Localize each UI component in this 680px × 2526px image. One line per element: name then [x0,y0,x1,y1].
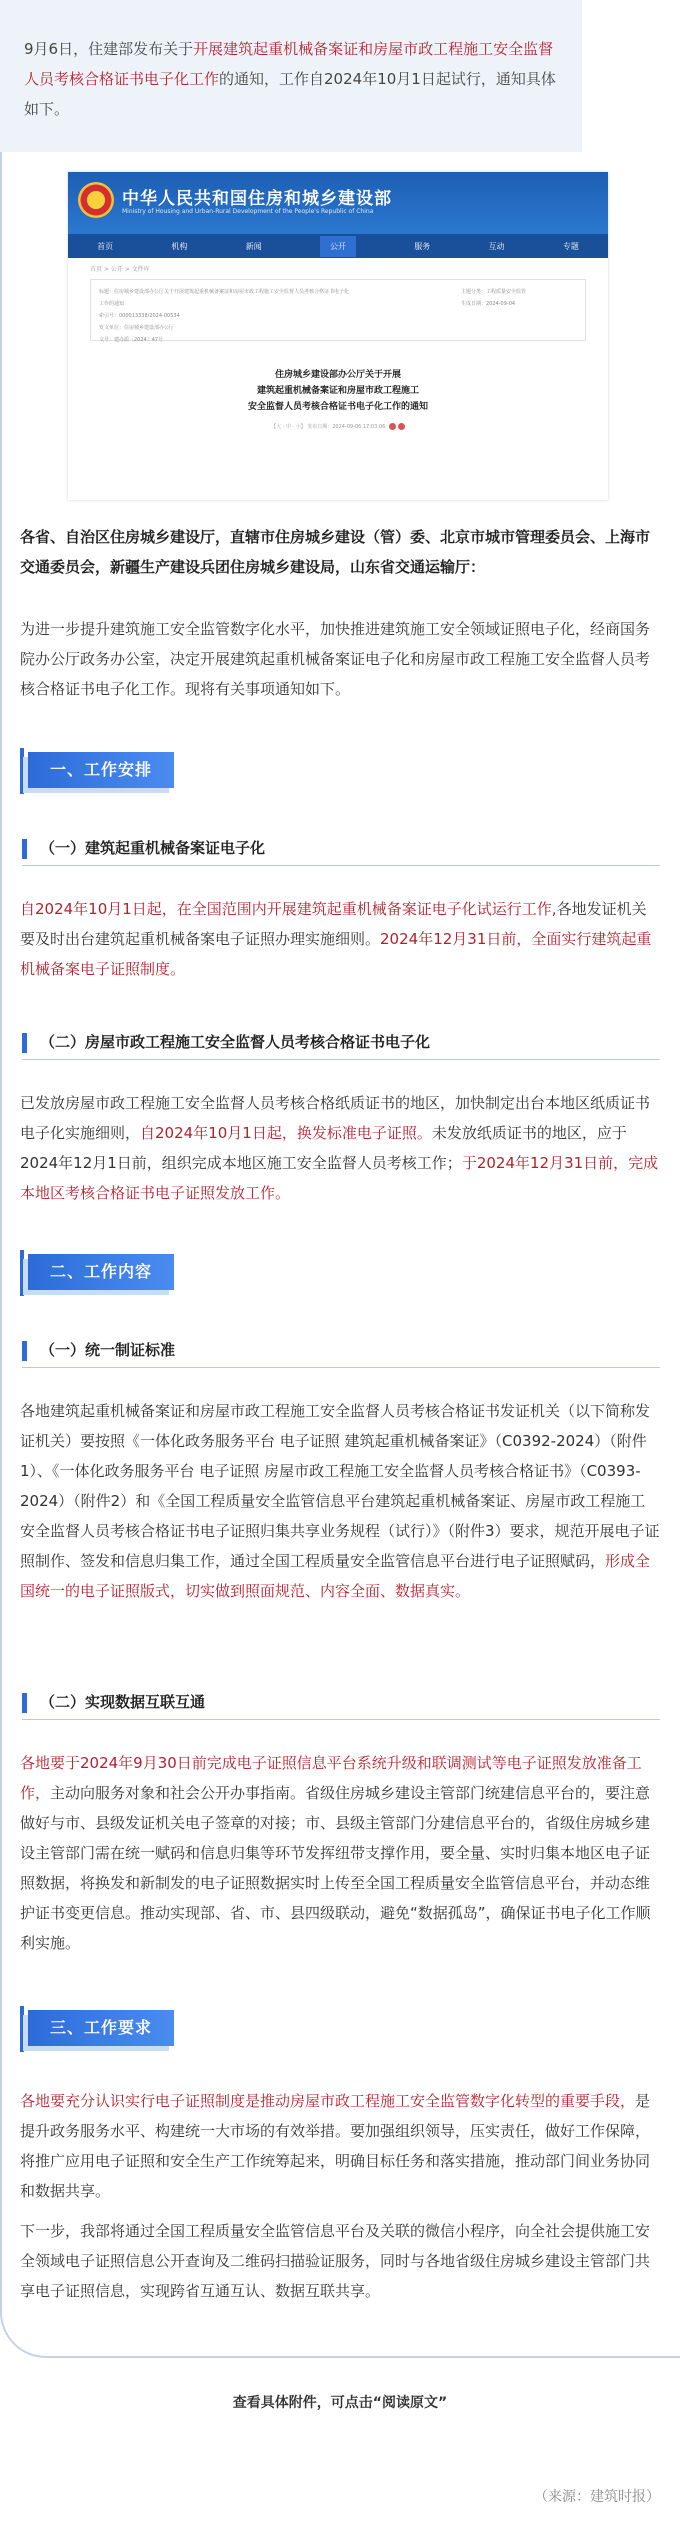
share-icon [398,423,405,430]
body-text: 主动向服务对象和社会公开办事指南。省级住房城乡建设主管部门统建信息平台的，要注意做好与市、县级发证机关电子签章的对接；市、县级主管部门分建信息平台的，省级住房城乡建设主管部门需在统一赋码和信息归集等环节发挥纽带支撑作用，要全量、实时归集本地区电子证照数据，将换发和新制发的电子证照数据实时上传至全国工程质量安全监管信息平台，并动态维护证书变更信息。推动实现部、省、市、县四级联动，避免“数据孤岛”，确保证书电子化工作顺利实施。 [20,1784,651,1952]
paragraph-standard [20,1396,660,1606]
body-text: 未发放纸质证书的地区，应于2024年12月1日前，组织完成本地区施工安全监督人员考核工作； [20,1124,627,1172]
highlight-text: 形成全国统一的电子证照版式，切实做到照面规范、内容全面、数据真实。 [20,1552,651,1600]
intro-text-2: 的通知，工作自2024年10月1日起试行，通知具体如下。 [24,70,556,118]
meta-line: 标题：住房城乡建设部办公厅关于开展建筑起重机械备案证和房屋市政工程施工安全监督人员考核合格证书电子化工作的通知 [99,289,350,307]
notice-screenshot [68,172,608,500]
meta-line: 文号：建办质〔2024〕47号 [99,337,164,343]
gov-site-title: 中华人民共和国住房和城乡建设部 [122,189,392,209]
highlight-text: 自2024年10月1日起，在全国范围内开展建筑起重机械备案证电子化试运行工作, [20,900,557,918]
body-text: 已发放房屋市政工程施工安全监督人员考核合格纸质证书的地区，加快制定出台本地区纸质证书电子化实施细则， [20,1094,651,1142]
share-icon [389,423,396,430]
meta-line: 生成日期：2024-09-04 [461,301,516,307]
highlight-text: 2024年12月31日前，全面实行建筑起重机械备案电子证照制度。 [20,930,652,978]
subheading-standard: （一）统一制证标准 [22,1334,660,1368]
highlight-text: 于2024年12月31日前，完成本地区考核合格证书电子证照发放工作。 [20,1154,659,1202]
section-marker [20,748,24,794]
notice-title-line: 住房城乡建设部办公厅关于开展 [274,370,401,380]
gov-notice-meta [68,423,608,430]
gov-nav-service: 服务 [414,241,431,251]
gov-site-header [68,172,608,234]
gov-nav-topics: 专题 [562,241,579,251]
gov-nav-home: 首页 [97,241,114,251]
body-text: 各地建筑起重机械备案证和房屋市政工程施工安全监督人员考核合格证书发证机关（以下简称发证机关）要按照《一体化政务服务平台 电子证照 建筑起重机械备案证》（C0392-2024）（附件1）、《一体化政务服务平台 电子证照 房屋市政工程施工安全监督人员考核合格证书》（C0393-2024）（附件2）和《全国工程质量安全监管信息平台建筑起重机械备案证、房屋市政工程施工安全监督人员考核合格证书电子证照归集共享业务规程（试行）》（附件3）要求，规范开展电子证照制作、签发和信息归集工作，通过全国工程质量安全监管信息平台进行电子证照赋码， [20,1402,660,1570]
notice-title-line: 建筑起重机械备案证和房屋市政工程施工 [256,386,419,396]
section-badge-2: 二、工作内容 [28,1254,174,1290]
gov-notice-title [68,367,608,415]
highlight-text: 各地要于2024年9月30日前完成电子证照信息平台系统升级和联调测试等电子证照发放准备工作， [20,1754,642,1802]
paragraph-next-step: 下一步，我部将通过全国工程质量安全监管信息平台及关联的微信小程序，向全社会提供施工安全领域电子证照信息公开查询及二维码扫描验证服务，同时与各地省级住房城乡建设主管部门共享电子证照信息，实现跨省互通互认、数据互联共享。 [20,2222,651,2300]
subheading-inspector-cert: （二）房屋市政工程施工安全监督人员考核合格证书电子化 [22,1026,660,1060]
read-original-note: 查看具体附件，可点击“阅读原文” [232,2395,448,2411]
section-marker [20,1250,24,1296]
section-badge-3: 三、工作要求 [28,2010,174,2046]
subheading-crane-cert: （一）建筑起重机械备案证电子化 [22,832,660,866]
body-text: 各地发证机关要及时出台建筑起重机械备案电子证照办理实施细则。 [20,900,647,948]
gov-nav-public: 公开 [320,236,356,257]
paragraph-intro: 为进一步提升建筑施工安全监管数字化水平，加快推进建筑施工安全领域证照电子化，经商国务院办公厅政务办公室，决定开展建筑起重机械备案证电子化和房屋市政工程施工安全监督人员考核合格证书电子化工作。现将有关事项通知如下。 [20,620,651,698]
highlight-text: 各地要充分认识实行电子证照制度是推动房屋市政工程施工安全监管数字化转型的重要手段， [20,2092,636,2110]
intro-highlight: 开展建筑起重机械备案证和房屋市政工程施工安全监督人员考核合格证书电子化工作 [24,40,554,88]
section-badge-1: 一、工作安排 [28,752,174,788]
national-emblem-icon [78,182,114,218]
gov-site-subtitle: Ministry of Housing and Urban-Rural Development of the People's Republic of China [122,208,374,215]
paragraph-requirements [20,2086,660,2206]
notice-meta-text: 【大 · 中 · 小】 发布日期：2024-09-06 17:03:06 [271,424,386,430]
section-marker [20,2006,24,2052]
gov-nav-news: 新闻 [245,241,262,251]
addressee: 各省、自治区住房城乡建设厅，直辖市住房城乡建设（管）委、北京市城市管理委员会、上海市交通委员会，新疆生产建设兵团住房城乡建设局，山东省交通运输厅： [20,528,651,576]
subheading-interconnect: （二）实现数据互联互通 [22,1686,660,1720]
gov-meta-right [461,286,526,310]
notice-title-line: 安全监督人员考核合格证书电子化工作的通知 [247,402,428,412]
source-credit: （来源：建筑时报） [534,2489,660,2505]
gov-nav-org: 机构 [171,241,188,251]
gov-meta-box [90,279,586,341]
meta-line: 索引号：000013338/2024-00534 [99,313,180,319]
meta-line: 主题分类：工程质量安全监管 [461,289,527,295]
intro-box [0,0,582,152]
body-text: 是提升政务服务水平、构建统一大市场的有效举措。要加强组织领导，压实责任，做好工作保障，将推广应用电子证照和安全生产工作统筹起来，明确目标任务和落实措施，推动部门间业务协同和数据共享。 [20,2092,651,2200]
gov-meta-left [99,286,349,346]
gov-site-nav [68,234,608,258]
paragraph-interconnect [20,1748,660,1958]
highlight-text: 自2024年10月1日起，换发标准电子证照。 [140,1124,432,1142]
gov-breadcrumb: 首页 > 公开 > 文件库 [90,266,150,273]
paragraph-inspector-cert [20,1088,660,1208]
gov-nav-interact: 互动 [488,241,505,251]
intro-text-1: 9月6日，住建部发布关于 [24,40,194,58]
paragraph-crane-cert [20,894,660,984]
meta-line: 发文单位：住房城乡建设部办公厅 [99,325,175,331]
